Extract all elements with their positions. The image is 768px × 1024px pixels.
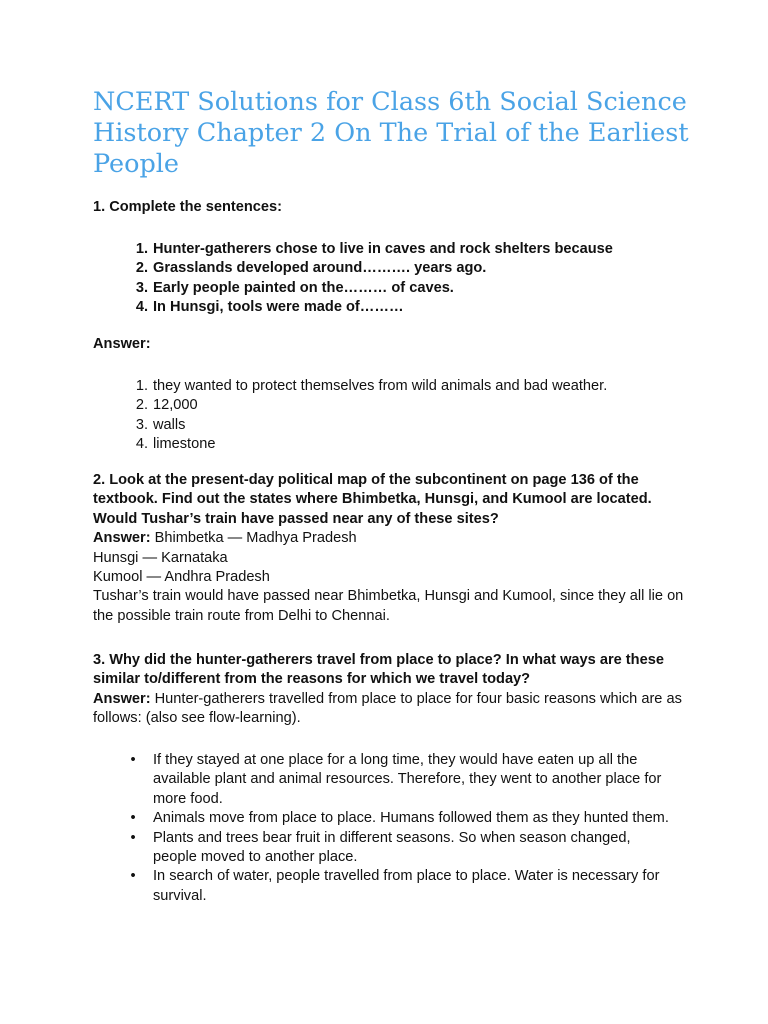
list-number: 2. <box>135 260 148 277</box>
list-item <box>135 279 693 298</box>
list-item <box>135 377 693 396</box>
answer-line: Kumool — Andhra Pradesh <box>93 569 270 586</box>
list-item-text: they wanted to protect themselves from wild animals and bad weather. <box>153 378 608 394</box>
list-item-text: Hunter-gatherers chose to live in caves and rock shelters because <box>153 241 613 257</box>
bullet-icon: • <box>130 810 136 827</box>
list-number: 2. <box>135 397 148 414</box>
question-3-answer <box>93 690 693 729</box>
list-item-text: Plants and trees bear fruit in different seasons. So when season changed, people moved to another place. <box>153 829 631 866</box>
list-number: 3. <box>135 416 148 433</box>
list-item <box>135 298 693 317</box>
answer-label: Answer: <box>93 690 151 707</box>
list-item-text: In search of water, people travelled from place to place. Water is necessary for survival. <box>153 868 660 904</box>
list-item <box>130 867 673 906</box>
list-item <box>130 751 673 809</box>
question-2-block <box>93 471 693 626</box>
list-item <box>135 259 693 278</box>
list-item <box>135 435 693 454</box>
list-item-text: In Hunsgi, tools were made of……… <box>153 299 404 316</box>
list-item <box>130 829 673 868</box>
list-number: 1. <box>135 378 148 394</box>
list-item <box>135 416 693 435</box>
list-item <box>130 809 673 828</box>
question-3-text: 3. Why did the hunter-gatherers travel from place to place? In what ways are these similar to/different from the reasons for which we travel today? <box>93 652 664 688</box>
answer-label: Answer: <box>93 530 151 547</box>
list-item-text: If they stayed at one place for a long time, they would have eaten up all the available plant and animal resources. Therefore, they went to another place for more food. <box>153 752 662 807</box>
question-1-sentence-list <box>135 240 693 318</box>
list-item <box>135 396 693 415</box>
question-1-answer-label: Answer: <box>93 336 151 352</box>
list-number: 1. <box>135 241 148 257</box>
answer-text: Hunter-gatherers travelled from place to place for four basic reasons which are as follows: (also see flow-learning). <box>93 690 682 727</box>
question-3-block <box>93 651 693 729</box>
list-number: 3. <box>135 279 148 296</box>
answer-paragraph: Tushar’s train would have passed near Bhimbetka, Hunsgi and Kumool, since they all lie on the possible train route from Delhi to Chennai. <box>93 588 684 624</box>
bullet-icon: • <box>130 752 136 768</box>
list-item-text: Early people painted on the……… of caves. <box>153 279 454 296</box>
list-number: 4. <box>135 436 148 453</box>
list-item-text: walls <box>153 416 186 433</box>
bullet-icon: • <box>130 868 136 885</box>
answer-line: Hunsgi — Karnataka <box>93 549 228 566</box>
list-item-text: 12,000 <box>153 397 198 414</box>
page-title: NCERT Solutions for Class 6th Social Science History Chapter 2 On The Trial of the Earliest People <box>93 87 689 179</box>
question-1-heading: 1. Complete the sentences: <box>93 199 282 215</box>
list-item <box>135 240 693 259</box>
question-3-bullet-list <box>130 751 673 906</box>
list-item-text: Animals move from place to place. Humans followed them as they hunted them. <box>153 810 669 827</box>
list-item-text: Grasslands developed around………. years ago. <box>153 260 487 277</box>
list-item-text: limestone <box>153 436 216 453</box>
answer-text: Bhimbetka — Madhya Pradesh <box>150 530 357 547</box>
question-2-text: 2. Look at the present-day political map of the subcontinent on page 136 of the textbook. Find out the states where Bhimbetka, Hunsgi, and Kumool are located. Would Tushar’s train have passed near any of these sites? <box>93 472 652 527</box>
question-1-answer-list <box>135 377 693 455</box>
question-2-answer-line <box>93 529 693 548</box>
list-number: 4. <box>135 299 148 316</box>
bullet-icon: • <box>130 829 136 846</box>
